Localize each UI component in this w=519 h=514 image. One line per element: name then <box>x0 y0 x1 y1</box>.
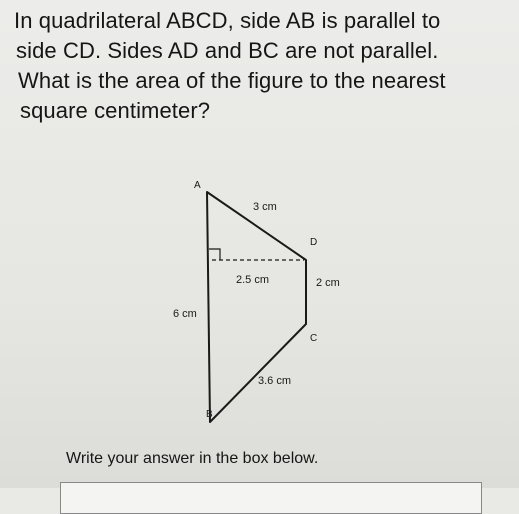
measure-label-ad: 3 cm <box>253 201 277 213</box>
question-line: What is the area of the figure to the nearest <box>18 68 446 93</box>
vertex-label-d: D <box>310 237 318 248</box>
vertex-label-c: C <box>310 333 318 344</box>
quadrilateral-abcd-outline <box>207 192 306 422</box>
vertex-label-a: A <box>194 180 201 191</box>
vertex-label-b: B <box>206 409 213 420</box>
question-line: side CD. Sides AD and BC are not parallel. <box>16 38 439 63</box>
measure-label-ab: 6 cm <box>173 308 197 320</box>
answer-input-box[interactable] <box>60 482 482 514</box>
question-line: In quadrilateral ABCD, side AB is parallel to <box>14 8 441 33</box>
measure-label-height: 2.5 cm <box>236 274 270 286</box>
answer-instruction: Write your answer in the box below. <box>66 450 319 467</box>
right-angle-marker <box>209 249 220 260</box>
question-line: square centimeter? <box>20 98 211 123</box>
measure-label-bc: 3.6 cm <box>258 375 292 387</box>
measure-label-cd: 2 cm <box>316 277 340 289</box>
